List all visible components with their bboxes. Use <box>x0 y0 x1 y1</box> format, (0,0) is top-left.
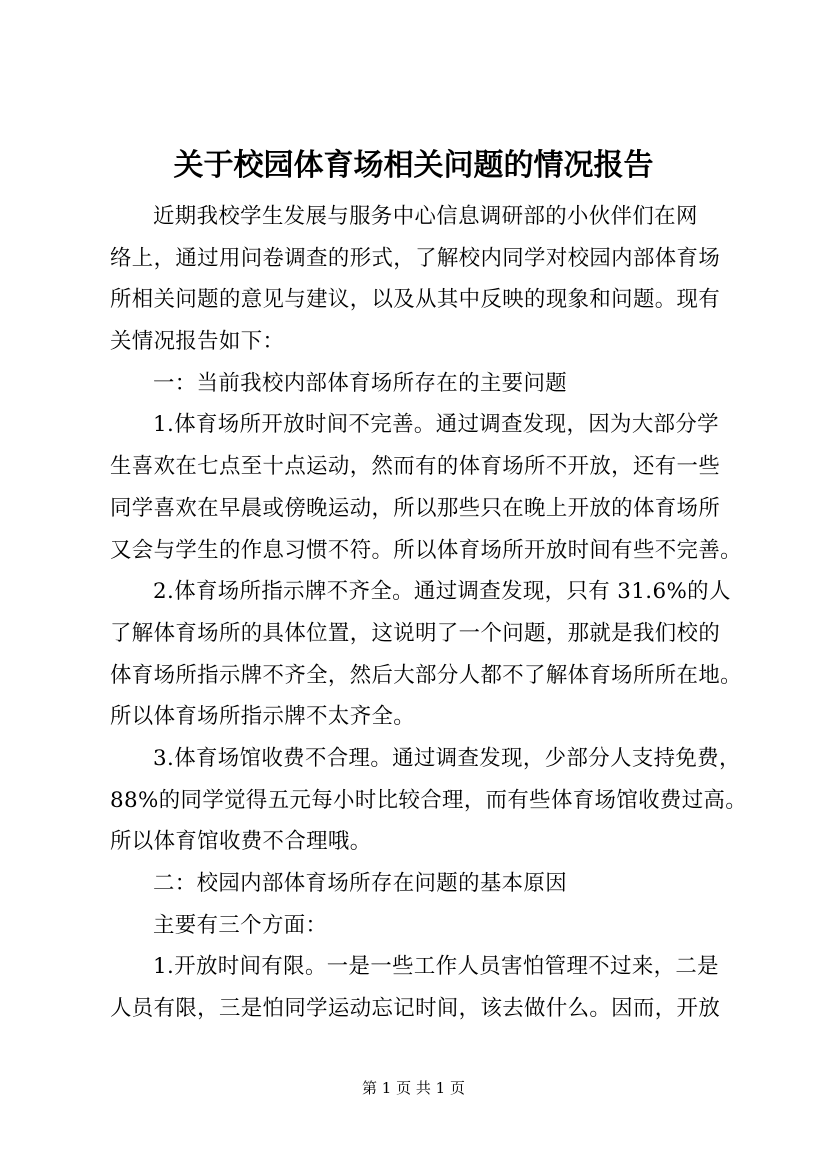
paragraph-line: 关情况报告如下： <box>110 329 285 355</box>
paragraph-line: 所以体育场所指示牌不太齐全。 <box>110 704 416 730</box>
paragraph-line: 所相关问题的意见与建议，以及从其中反映的现象和问题。现有 <box>110 287 721 313</box>
paragraph-line: 同学喜欢在早晨或傍晚运动，所以那些只在晚上开放的体育场所 <box>110 495 721 521</box>
paragraph-line: 近期我校学生发展与服务中心信息调研部的小伙伴们在网 <box>153 204 698 229</box>
paragraph-line: 了解体育场所的具体位置，这说明了一个问题，那就是我们校的 <box>110 620 721 646</box>
section-heading: 一：当前我校内部体育场所存在的主要问题 <box>153 370 568 396</box>
paragraph-line: 主要有三个方面： <box>153 912 328 938</box>
paragraph-line: 又会与学生的作息习惯不符。所以体育场所开放时间有些不完善。 <box>110 537 742 563</box>
paragraph-line: 所以体育馆收费不合理哦。 <box>110 829 372 855</box>
paragraph-line: 生喜欢在七点至十点运动，然而有的体育场所不开放，还有一些 <box>110 454 721 480</box>
document-body <box>110 196 748 1030</box>
paragraph-line: 1.体育场所开放时间不完善。通过调查发现，因为大部分学 <box>153 412 719 438</box>
page-footer: 第 1 页 共 1 页 <box>362 1079 465 1097</box>
section-heading: 二：校园内部体育场所存在问题的基本原因 <box>153 871 568 896</box>
paragraph-line: 体育场所指示牌不齐全，然后大部分人都不了解体育场所所在地。 <box>110 662 742 688</box>
paragraph-line: 3.体育场馆收费不合理。通过调查发现，少部分人支持免费， <box>153 745 741 771</box>
paragraph-line: 2.体育场所指示牌不齐全。通过调查发现，只有 31.6%的人 <box>153 579 731 605</box>
paragraph-line: 88%的同学觉得五元每小时比较合理，而有些体育场馆收费过高。 <box>110 787 748 813</box>
paragraph-line: 人员有限，三是怕同学运动忘记时间，该去做什么。因而，开放 <box>110 996 721 1022</box>
paragraph-line: 络上，通过用问卷调查的形式，了解校内同学对校园内部体育场 <box>110 245 721 271</box>
paragraph-line: 1.开放时间有限。一是一些工作人员害怕管理不过来，二是 <box>153 954 719 980</box>
page-title: 关于校园体育场相关问题的情况报告 <box>173 148 654 183</box>
